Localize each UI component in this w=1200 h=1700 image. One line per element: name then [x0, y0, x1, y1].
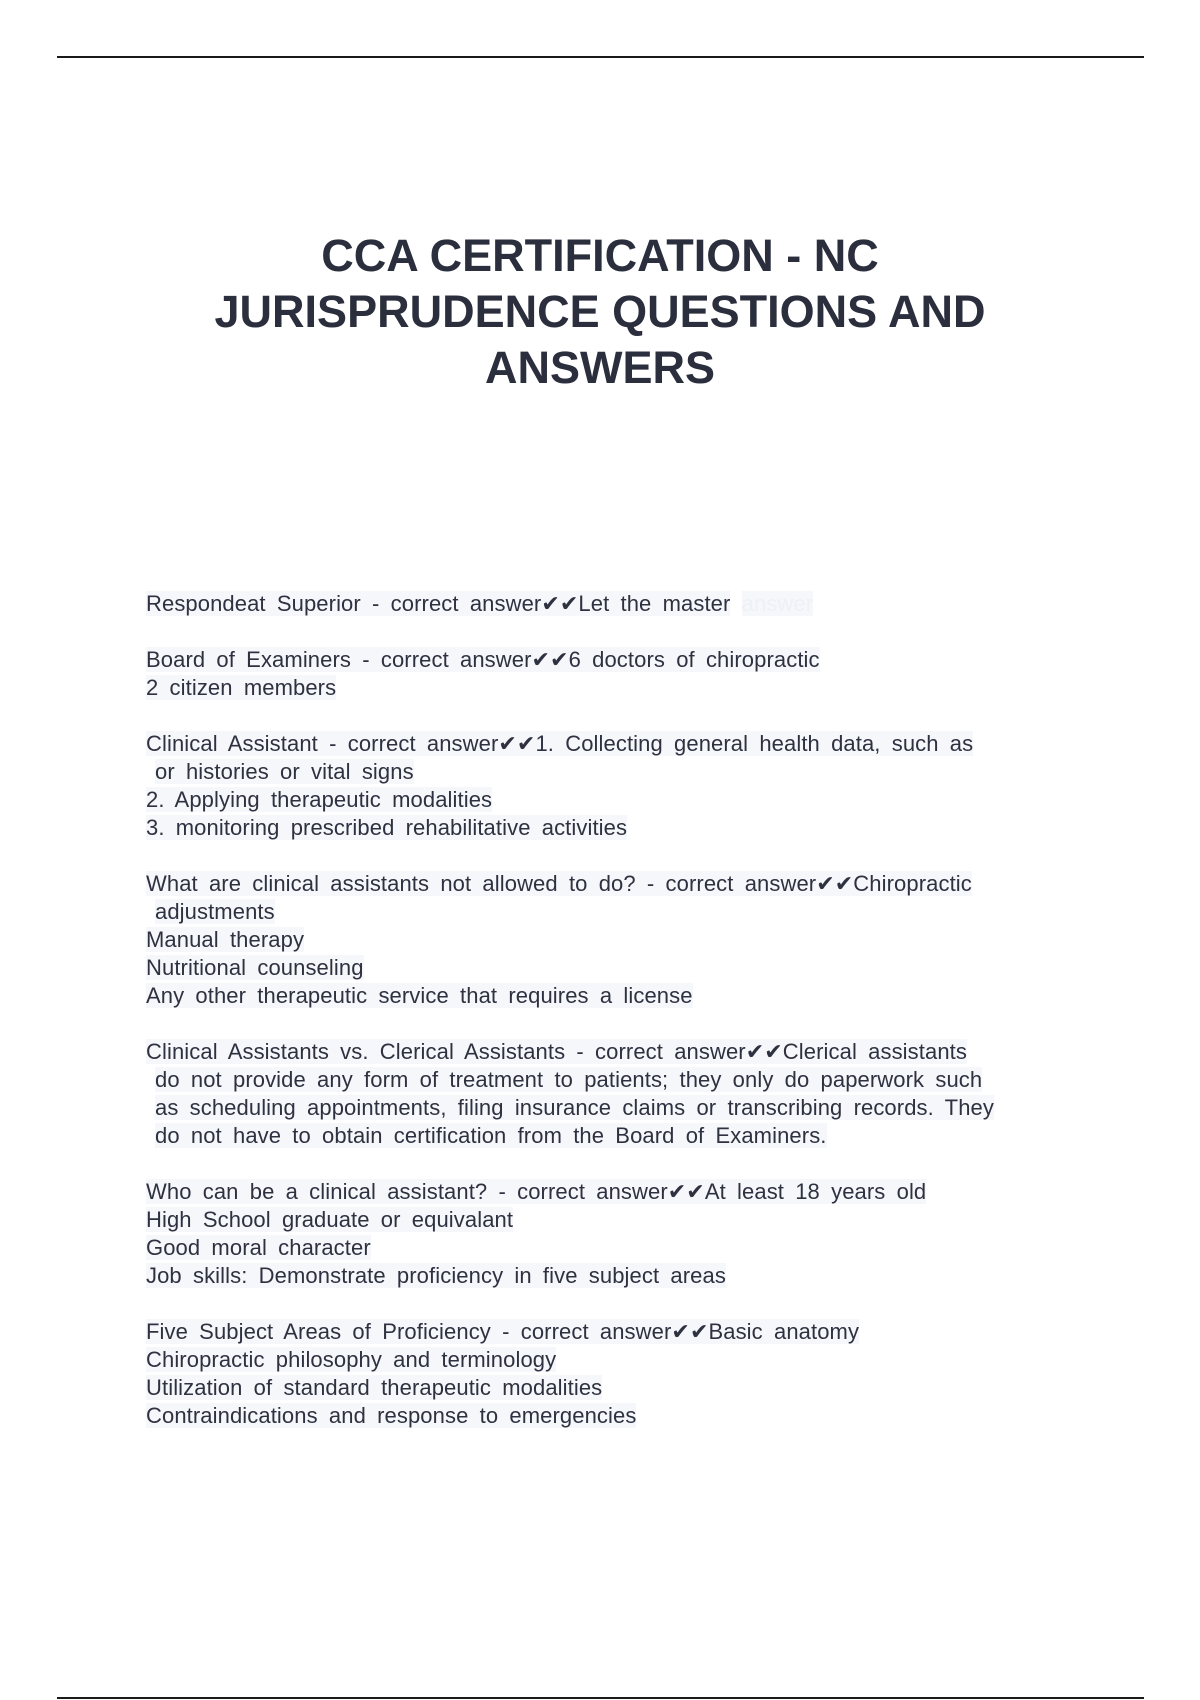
qa-line: High School graduate or equivalant — [146, 1207, 514, 1232]
qa-line: Any other therapeutic service that requires a license — [146, 983, 693, 1008]
qa-item-not-allowed — [146, 870, 1096, 1010]
qa-line: Job skills: Demonstrate proficiency in five subject areas — [146, 1263, 726, 1288]
bottom-rule — [57, 1697, 1144, 1699]
qa-line: Respondeat Superior - correct answer✔✔Let the master answer — [146, 591, 814, 616]
qa-line: Manual therapy — [146, 927, 305, 952]
qa-item-clinical-vs-clerical — [146, 1038, 1096, 1150]
qa-line: Who can be a clinical assistant? - correct answer✔✔At least 18 years old — [146, 1179, 927, 1204]
qa-item-board-of-examiners — [146, 646, 1096, 702]
qa-line: Clinical Assistant - correct answer✔✔1. Collecting general health data, such as — [146, 731, 974, 756]
qa-line: as scheduling appointments, filing insurance claims or transcribing records. They — [155, 1095, 994, 1120]
qa-line: Good moral character — [146, 1235, 371, 1260]
faded-text: answer — [741, 591, 814, 616]
qa-item-clinical-assistant — [146, 730, 1096, 842]
qa-line: Board of Examiners - correct answer✔✔6 doctors of chiropractic — [146, 647, 820, 672]
qa-item-who-can-be — [146, 1178, 1096, 1290]
qa-line: Chiropractic philosophy and terminology — [146, 1347, 557, 1372]
qa-line: Utilization of standard therapeutic modalities — [146, 1375, 603, 1400]
qa-line: do not provide any form of treatment to patients; they only do paperwork such — [155, 1067, 983, 1092]
top-rule — [57, 56, 1144, 58]
qa-item-five-subject-areas — [146, 1318, 1096, 1430]
qa-line: 3. monitoring prescribed rehabilitative activities — [146, 815, 628, 840]
title-line-2: JURISPRUDENCE QUESTIONS AND — [214, 286, 986, 337]
qa-list — [146, 590, 1096, 1458]
qa-line: or histories or vital signs — [155, 759, 414, 784]
document-title — [100, 228, 1100, 396]
qa-line: Five Subject Areas of Proficiency - correct answer✔✔Basic anatomy — [146, 1319, 860, 1344]
qa-item-respondeat-superior — [146, 590, 1096, 618]
qa-line: Nutritional counseling — [146, 955, 364, 980]
qa-line: 2 citizen members — [146, 675, 337, 700]
qa-line: adjustments — [155, 899, 275, 924]
qa-line: do not have to obtain certification from the Board of Examiners. — [155, 1123, 827, 1148]
qa-line: Contraindications and response to emergencies — [146, 1403, 637, 1428]
title-line-3: ANSWERS — [484, 342, 715, 393]
qa-line: Clinical Assistants vs. Clerical Assistants - correct answer✔✔Clerical assistants — [146, 1039, 967, 1064]
qa-line: 2. Applying therapeutic modalities — [146, 787, 493, 812]
title-line-1: CCA CERTIFICATION - NC — [321, 230, 879, 281]
qa-line: What are clinical assistants not allowed to do? - correct answer✔✔Chiropractic — [146, 871, 972, 896]
